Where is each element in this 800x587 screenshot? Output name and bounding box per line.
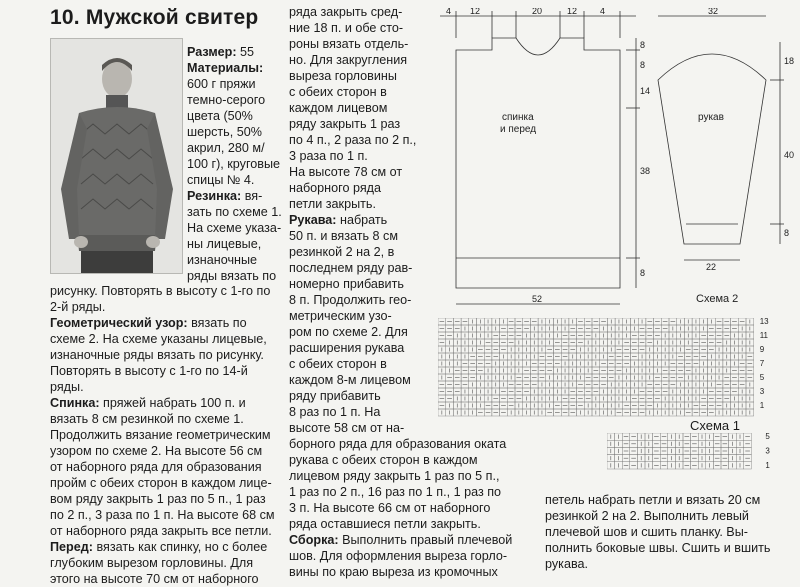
section-text: пряжей набрать 100 п. и bbox=[99, 396, 246, 410]
text-line bbox=[289, 532, 513, 548]
dim-right: 8 bbox=[640, 60, 646, 70]
row-number: 5 bbox=[759, 373, 765, 382]
text-line: плечевой шов и сшить планку. Вы- bbox=[545, 525, 748, 539]
schema1-chart bbox=[607, 433, 777, 475]
text-line: ром по схеме 2. Для bbox=[289, 325, 408, 339]
text-line: ряды. bbox=[50, 380, 84, 394]
materials-line: спицы № 4. bbox=[187, 173, 255, 187]
dim-sleeve: 18 bbox=[784, 56, 795, 66]
text-line: с обеих сторон в bbox=[289, 357, 387, 371]
dim-right: 38 bbox=[640, 166, 651, 176]
text-line: ряда закрыть сред- bbox=[289, 5, 403, 19]
dim-top: 20 bbox=[532, 8, 543, 16]
section-heading: Рукава: bbox=[289, 213, 337, 227]
text-line: с обеих сторон в bbox=[289, 85, 387, 99]
dim-right: 14 bbox=[640, 86, 651, 96]
row-number: 3 bbox=[759, 387, 765, 396]
dim-right: 8 bbox=[640, 268, 646, 278]
text-line: но. Для закругления bbox=[289, 53, 408, 67]
text-line: последнем ряду рав- bbox=[289, 261, 413, 275]
text-line: номерно прибавить bbox=[289, 277, 404, 291]
text-line: петель набрать петли и вязать 20 см bbox=[545, 493, 761, 507]
section-text: Выполнить правый плечевой bbox=[338, 533, 513, 547]
text-line: Повторять в высоту с 1-го по 14-й bbox=[50, 364, 248, 378]
text-line: борного ряда для образования оката bbox=[289, 437, 507, 451]
pattern-diagram bbox=[440, 8, 795, 308]
text-line: 8 п. Продолжить гео- bbox=[289, 293, 412, 307]
schema2-chart bbox=[438, 318, 788, 422]
text-line: вязать 8 см резинкой по схеме 1. bbox=[50, 412, 244, 426]
rib-label: Резинка: bbox=[187, 189, 242, 203]
text-line: выреза горловины bbox=[289, 69, 397, 83]
materials-block bbox=[187, 44, 287, 284]
text-line: вом ряду закрыть 1 раз по 5 п., 1 раз bbox=[50, 492, 266, 506]
materials-line: 100 г), круговые bbox=[187, 157, 281, 171]
dim-bottom: 52 bbox=[532, 294, 543, 304]
text-line: 50 п. и вязать 8 см bbox=[289, 229, 399, 243]
text-line: схеме 2. На схеме указаны лицевые, bbox=[50, 332, 267, 346]
model-photo bbox=[50, 38, 183, 274]
dim-top: 12 bbox=[567, 8, 578, 16]
text-line: расширения рукава bbox=[289, 341, 405, 355]
text-line: 2-й ряды. bbox=[50, 300, 106, 314]
text-line bbox=[50, 315, 282, 331]
dim-top: 4 bbox=[446, 8, 452, 16]
text-line: рукава с обеих сторон в каждом bbox=[289, 453, 478, 467]
rib-line: зать по схеме 1. bbox=[187, 205, 282, 219]
text-line: лицевом ряду закрыть 1 раз по 5 п., bbox=[289, 469, 500, 483]
rib-line: На схеме указа- bbox=[187, 221, 282, 235]
section-text: набрать bbox=[336, 213, 388, 227]
row-number: 3 bbox=[765, 446, 770, 456]
text-line: по 4 п., 2 раза по 2 п., bbox=[289, 133, 417, 147]
page-title: 10. Мужской свитер bbox=[50, 6, 259, 29]
materials-line: темно-серого bbox=[187, 93, 266, 107]
instructions-column-1 bbox=[50, 283, 282, 587]
materials-label: Материалы: bbox=[187, 61, 264, 75]
text-line: резинкой 2 на 2. Выполнить левый bbox=[545, 509, 749, 523]
section-text: вязать по bbox=[187, 316, 247, 330]
size-label: Размер: bbox=[187, 45, 237, 59]
text-line: от наборного ряда для образования bbox=[50, 460, 262, 474]
text-line: 8 раз по 1 п. На bbox=[289, 405, 381, 419]
dim-sleeve-top: 32 bbox=[708, 8, 719, 16]
text-line: петли закрыть. bbox=[289, 197, 376, 211]
text-line: полнить боковые швы. Сшить и вшить bbox=[545, 541, 771, 555]
text-line: ряду прибавить bbox=[289, 389, 381, 403]
text-line: изнаночные ряды вязать по рисунку. bbox=[50, 348, 264, 362]
text-line: ряду закрыть 1 раз bbox=[289, 117, 401, 131]
rib-line: ряды вязать по bbox=[187, 269, 277, 283]
text-line bbox=[50, 395, 282, 411]
dim-offset: 8 bbox=[640, 40, 646, 50]
instructions-column-3 bbox=[545, 492, 790, 572]
dim-top: 12 bbox=[470, 8, 481, 16]
text-line: резинкой 2 на 2, в bbox=[289, 245, 395, 259]
schema2-label: Схема 2 bbox=[696, 293, 739, 305]
text-line: 3 п. На высоте 66 см от наборного bbox=[289, 501, 491, 515]
row-number: 1 bbox=[765, 460, 770, 470]
row-number: 11 bbox=[759, 331, 769, 340]
dim-top: 4 bbox=[600, 8, 606, 16]
materials-line: 600 г пряжи bbox=[187, 77, 256, 91]
text-line: глубоким вырезом горловины. Для bbox=[50, 556, 254, 570]
sleeve-label: рукав bbox=[698, 112, 724, 123]
materials-line: шерсть, 50% bbox=[187, 125, 262, 139]
dim-sleeve: 40 bbox=[784, 150, 795, 160]
text-line: вины по краю выреза из кромочных bbox=[289, 565, 498, 579]
size-value: 55 bbox=[240, 45, 255, 59]
text-line bbox=[50, 539, 282, 555]
text-line: Продолжить вязание геометрическим bbox=[50, 428, 271, 442]
dim-sleeve-bottom: 22 bbox=[706, 262, 717, 272]
section-heading: Геометрический узор: bbox=[50, 316, 188, 330]
rib-line: ны лицевые, bbox=[187, 237, 262, 251]
body-label: спинка bbox=[502, 112, 534, 123]
text-line: рукава. bbox=[545, 557, 589, 571]
text-line: по 2 п., 3 раза по 1 п. На высоте 68 см bbox=[50, 508, 275, 522]
schema1-label: Схема 1 bbox=[690, 418, 740, 433]
text-line: каждом лицевом bbox=[289, 101, 388, 115]
text-line: этого на высоте 70 см от наборного bbox=[50, 572, 259, 586]
text-line: 3 раза по 1 п. bbox=[289, 149, 368, 163]
rib-line: изнаночные bbox=[187, 253, 258, 267]
section-heading: Перед: bbox=[50, 540, 93, 554]
text-line: метрическим узо- bbox=[289, 309, 392, 323]
text-line: роны вязать отдель- bbox=[289, 37, 409, 51]
text-line: узором по схеме 2. На высоте 56 см bbox=[50, 444, 263, 458]
row-number: 1 bbox=[759, 401, 765, 410]
text-line: ряда оставшиеся петли закрыть. bbox=[289, 517, 481, 531]
text-line: На высоте 78 см от bbox=[289, 165, 403, 179]
text-line: высоте 58 см от на- bbox=[289, 421, 405, 435]
text-line: пройм с обеих сторон в каждом лице- bbox=[50, 476, 272, 490]
text-line: от наборного ряда закрыть все петли. bbox=[50, 524, 272, 538]
row-number: 13 bbox=[759, 318, 769, 326]
row-number: 5 bbox=[765, 433, 770, 441]
text-line: шов. Для оформления выреза горло- bbox=[289, 549, 508, 563]
section-heading: Спинка: bbox=[50, 396, 100, 410]
text-line: ние 18 п. и обе сто- bbox=[289, 21, 404, 35]
materials-line: акрил, 280 м/ bbox=[187, 141, 265, 155]
section-heading: Сборка: bbox=[289, 533, 339, 547]
rib-line: вя- bbox=[244, 189, 263, 203]
row-number: 7 bbox=[759, 359, 765, 368]
section-text: вязать как спинку, но с более bbox=[92, 540, 268, 554]
materials-line: цвета (50% bbox=[187, 109, 253, 123]
dim-sleeve: 8 bbox=[784, 228, 790, 238]
text-line: каждом 8-м лицевом bbox=[289, 373, 411, 387]
text-line: наборного ряда bbox=[289, 181, 381, 195]
row-number: 9 bbox=[759, 345, 765, 354]
text-line: рисунку. Повторять в высоту с 1-го по bbox=[50, 284, 271, 298]
text-line: 1 раз по 2 п., 16 раз по 1 п., 1 раз по bbox=[289, 485, 502, 499]
body-label: и перед bbox=[500, 124, 537, 135]
